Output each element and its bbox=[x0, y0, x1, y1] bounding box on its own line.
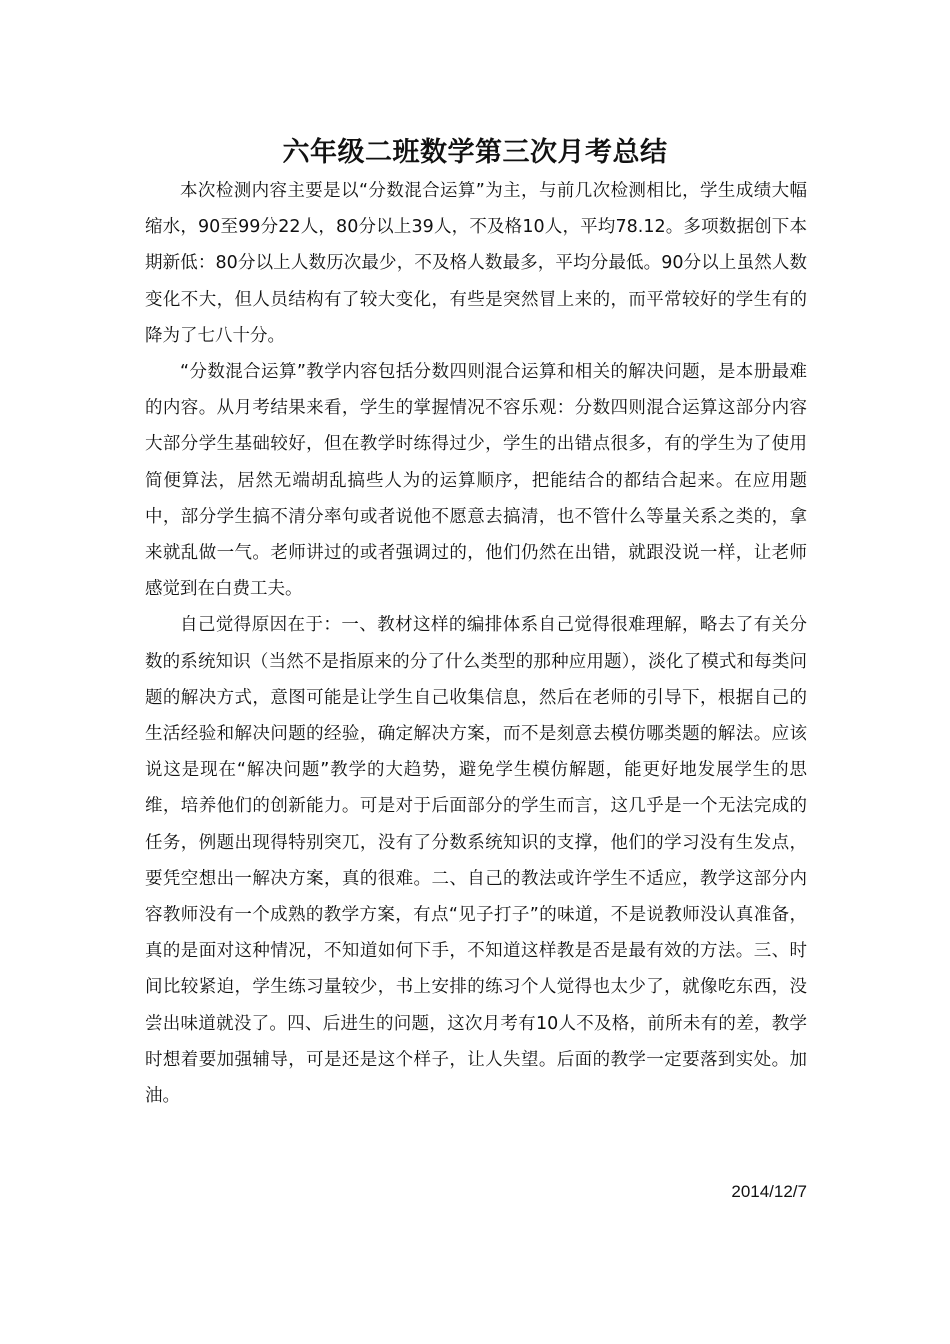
paragraph-content-analysis: “分数混合运算”教学内容包括分数四则混合运算和相关的解决问题，是本册最难的内容。从月考结果来看，学生的掌握情况不容乐观：分数四则混合运算这部分内容大部分学生基础较好，但在教学时练得过少，学生的出错点很多，有的学生为了使用简便算法，居然无端胡乱搞些人为的运算顺序，把能结合的都结合起来。在应用题中，部分学生搞不清分率句或者说他不愿意去搞清，也不管什么等量关系之类的，拿来就乱做一气。老师讲过的或者强调过的，他们仍然在出错，就跟没说一样，让老师感觉到在白费工夫。 bbox=[145, 362, 807, 600]
document-date: 2014/12/7 bbox=[731, 1182, 807, 1201]
paragraph-reasons: 自己觉得原因在于：一、教材这样的编排体系自己觉得很难理解，略去了有关分数的系统知识（当然不是指原来的分了什么类型的那种应用题），淡化了模式和每类问题的解决方式，意图可能是让学生自己收集信息，然后在老师的引导下，根据自己的生活经验和解决问题的经验，确定解决方案，而不是刻意去模仿哪类题的解法。应该说这是现在“解决问题”教学的大趋势，避免学生模仿解题，能更好地发展学生的思维，培养他们的创新能力。可是对于后面部分的学生而言，这几乎是一个无法完成的任务，例题出现得特别突兀，没有了分数系统知识的支撑，他们的学习没有生发点，要凭空想出一解决方案，真的很难。二、自己的教法或许学生不适应，教学这部分内容教师没有一个成熟的教学方案，有点“见子打子”的味道，不是说教师没认真准备，真的是面对这种情况，不知道如何下手，不知道这样教是否是最有效的方法。三、时间比较紧迫，学生练习量较少，书上安排的练习个人觉得也太少了，就像吃东西，没尝出味道就没了。四、后进生的问题，这次月考有10人不及格，前所未有的差，教学时想着要加强辅导，可是还是这个样子，让人失望。后面的教学一定要落到实处。加油。 bbox=[145, 615, 807, 1107]
document-body bbox=[145, 173, 807, 1114]
paragraph-score-summary: 本次检测内容主要是以“分数混合运算”为主，与前几次检测相比，学生成绩大幅缩水，90至99分22人，80分以上39人，不及格10人，平均78.12。多项数据创下本期新低：80分以上人数历次最少，不及格人数最多，平均分最低。90分以上虽然人数变化不大，但人员结构有了较大变化，有些是突然冒上来的，而平常较好的学生有的降为了七八十分。 bbox=[145, 181, 807, 346]
document-title: 六年级二班数学第三次月考总结 bbox=[282, 137, 668, 168]
